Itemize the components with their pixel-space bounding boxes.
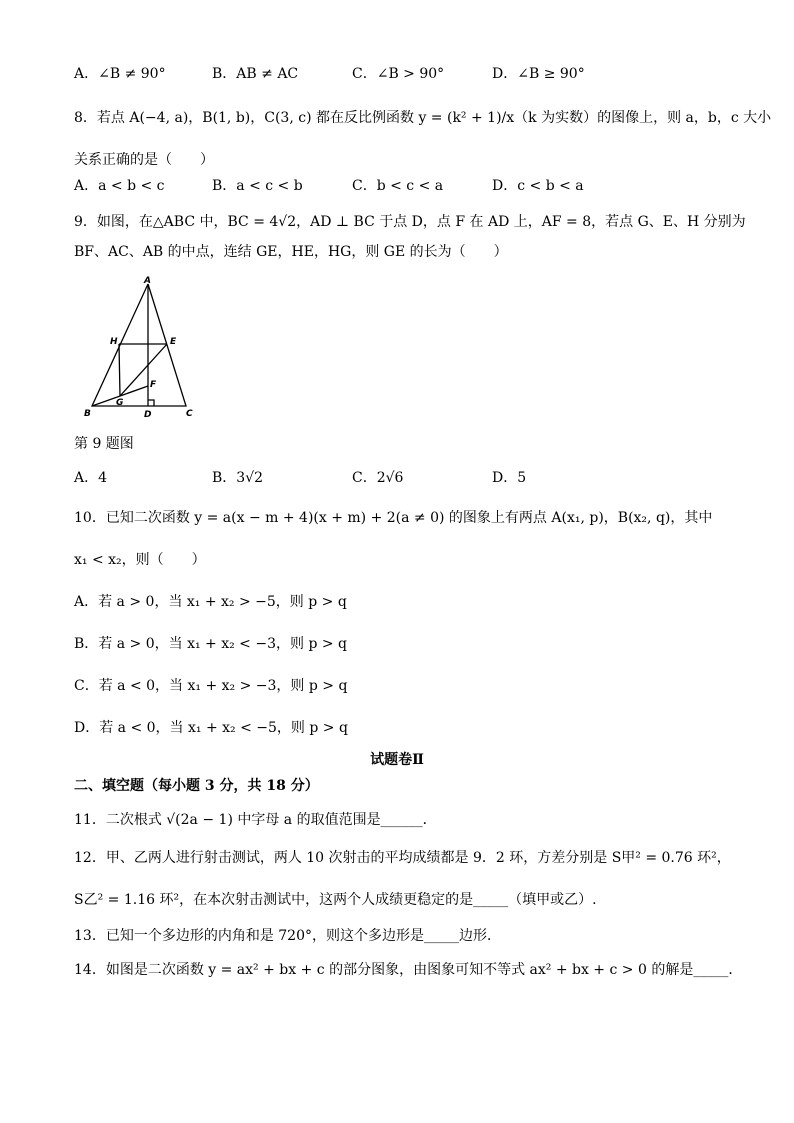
q12-stem-line1: 12．甲、乙两人进行射击测试，两人 10 次射击的平均成绩都是 9．2 环，方差分别是 S甲² = 0.76 环²， (74, 850, 731, 866)
q9-stem-line2: BF、AC、AB 的中点，连结 GE，HE，HG，则 GE 的长为（ ） (74, 244, 508, 260)
q13-stem: 13．已知一个多边形的内角和是 720°，则这个多边形是_____边形． (74, 928, 501, 944)
q7-option-c: C．∠B > 90° (352, 66, 445, 82)
q8-stem-line1: 8．若点 A(−4, a)，B(1, b)，C(3, c) 都在反比例函数 y = (k² + 1)/x（k 为实数）的图像上，则 a，b，c 大小 (74, 110, 772, 126)
q9-stem-line1: 9．如图，在△ABC 中，BC = 4√2，AD ⊥ BC 于点 D，点 F 在 AD 上，AF = 8，若点 G、E、H 分别为 (74, 214, 746, 230)
q10-stem-line2: x₁ < x₂，则（ ） (74, 552, 206, 568)
q10-stem-line1: 10．已知二次函数 y = a(x − m + 4)(x + m) + 2(a ≠ 0) 的图象上有两点 A(x₁, p)，B(x₂, q)，其中 (74, 510, 713, 526)
q11-stem: 11．二次根式 √(2a − 1) 中字母 a 的取值范围是______． (74, 812, 437, 828)
label-f: F (150, 380, 157, 390)
label-a: A (144, 276, 151, 286)
q9-option-a: A．4 (74, 470, 108, 486)
q9-option-d: D．5 (492, 470, 527, 486)
section-heading: 二、填空题（每小题 3 分，共 18 分） (74, 778, 319, 794)
q14-stem: 14．如图是二次函数 y = ax² + bx + c 的部分图象，由图象可知不等式 ax² + bx + c > 0 的解是_____． (74, 962, 743, 978)
q7-option-d: D．∠B ≥ 90° (492, 66, 585, 82)
q8-option-b: B．a < c < b (212, 178, 303, 194)
q9-option-c: C．2√6 (352, 470, 404, 486)
q8-option-a: A．a < b < c (74, 178, 165, 194)
label-b: B (84, 409, 91, 419)
label-h: H (110, 337, 118, 347)
q12-stem-line2: S乙² = 1.16 环²，在本次射击测试中，这两个人成绩更稳定的是_____（填甲或乙）. (74, 892, 597, 908)
label-c: C (186, 409, 193, 419)
q10-option-d: D．若 a < 0，当 x₁ + x₂ < −5，则 p > q (74, 720, 348, 736)
q10-option-a: A．若 a > 0，当 x₁ + x₂ > −5，则 p > q (74, 594, 347, 610)
section-title: 试题卷Ⅱ (370, 752, 424, 768)
q7-option-a: A．∠B ≠ 90° (74, 66, 166, 82)
q9-triangle-figure (82, 274, 202, 420)
label-d: D (144, 410, 152, 420)
right-angle-mark (148, 400, 154, 406)
q10-option-b: B．若 a > 0，当 x₁ + x₂ < −3，则 p > q (74, 636, 347, 652)
segment-hg (119, 344, 120, 396)
q9-figure-caption: 第 9 题图 (74, 436, 134, 452)
label-e: E (170, 337, 177, 347)
q8-option-c: C．b < c < a (352, 178, 444, 194)
q8-stem-line2: 关系正确的是（ ） (74, 152, 214, 168)
q8-option-d: D．c < b < a (492, 178, 584, 194)
q7-option-b: B．AB ≠ AC (212, 66, 299, 82)
q10-option-c: C．若 a < 0，当 x₁ + x₂ > −3，则 p > q (74, 678, 348, 694)
label-g: G (116, 398, 124, 408)
q9-option-b: B．3√2 (212, 470, 264, 486)
